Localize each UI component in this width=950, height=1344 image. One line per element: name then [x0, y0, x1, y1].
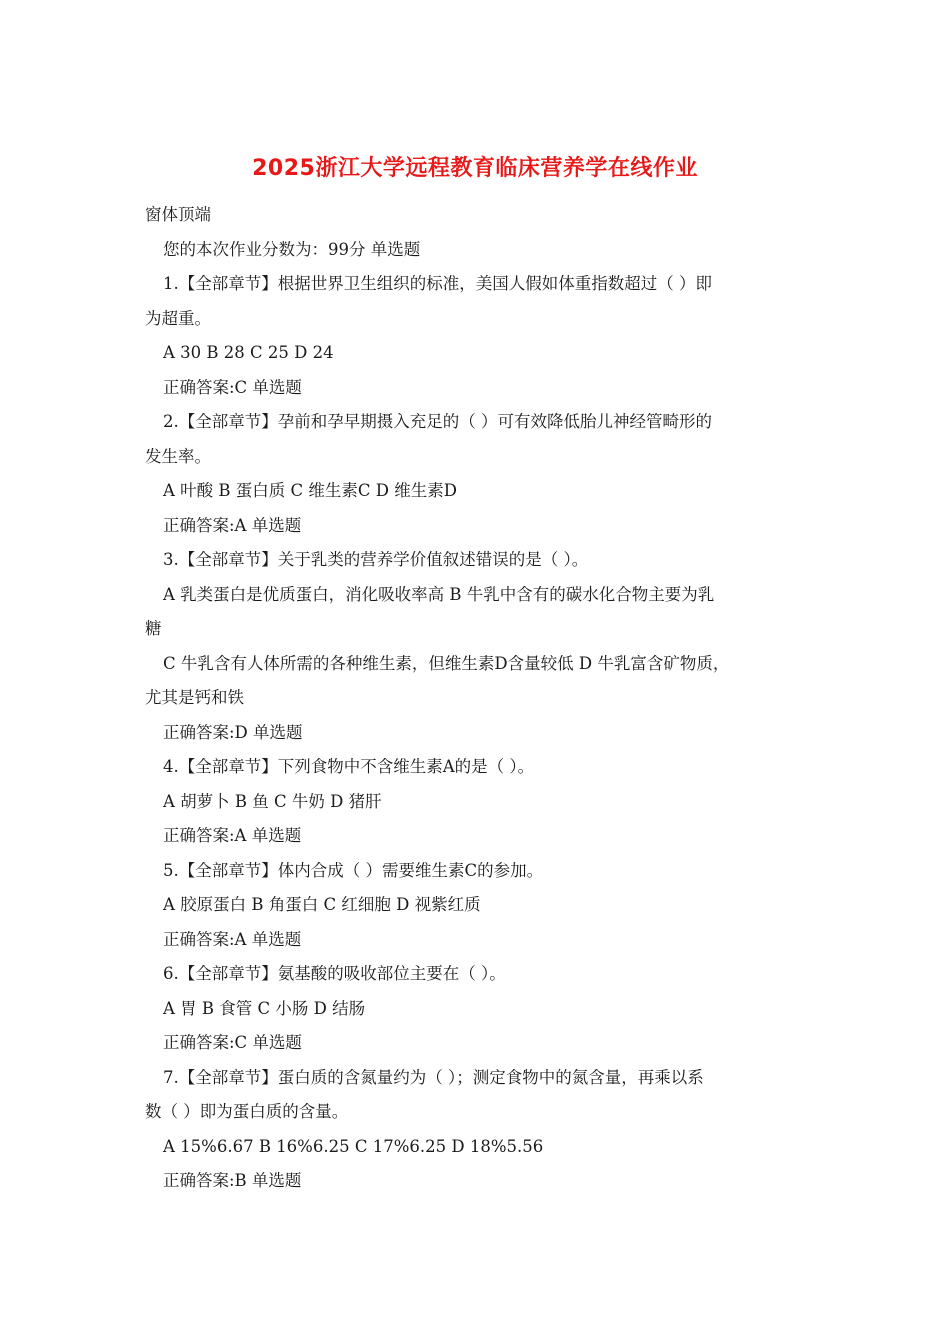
question-block — [145, 405, 817, 543]
question-answer: 正确答案:D 单选题 — [163, 722, 303, 742]
document-body — [145, 198, 817, 1199]
question-answer: 正确答案:C 单选题 — [163, 377, 302, 397]
question-answer: 正确答案:A 单选题 — [163, 515, 302, 535]
question-text: 3.【全部章节】关于乳类的营养学价值叙述错误的是（ ）。 — [163, 550, 589, 569]
question-options-continued: 糖 — [145, 619, 162, 638]
question-options: A 30 B 28 C 25 D 24 — [163, 343, 334, 362]
question-options: A 胶原蛋白 B 角蛋白 C 红细胞 D 视紫红质 — [163, 895, 481, 914]
question-text-continued: 为超重。 — [145, 308, 211, 328]
question-options: C 牛乳含有人体所需的各种维生素，但维生素D含量较低 D 牛乳富含矿物质， — [163, 653, 730, 673]
question-text: 7.【全部章节】蛋白质的含氮量约为（ ）；测定食物中的氮含量，再乘以系 — [163, 1067, 704, 1087]
question-block — [145, 750, 817, 854]
question-text: 1.【全部章节】根据世界卫生组织的标准，美国人假如体重指数超过（ ）即 — [163, 274, 712, 293]
question-answer: 正确答案:A 单选题 — [163, 929, 302, 949]
question-options: A 乳类蛋白是优质蛋白，消化吸收率高 B 牛乳中含有的碳水化合物主要为乳 — [163, 584, 715, 604]
question-answer: 正确答案:C 单选题 — [163, 1033, 302, 1052]
question-block — [145, 267, 817, 405]
question-text: 4.【全部章节】下列食物中不含维生素A的是（ ）。 — [163, 757, 535, 776]
question-text: 2.【全部章节】孕前和孕早期摄入充足的（ ）可有效降低胎儿神经管畸形的 — [163, 412, 712, 431]
question-options: A 胃 B 食管 C 小肠 D 结肠 — [163, 998, 366, 1018]
question-options: A 15%6.67 B 16%6.25 C 17%6.25 D 18%5.56 — [163, 1136, 544, 1156]
question-block — [145, 957, 817, 1061]
question-options-continued: 尤其是钙和铁 — [145, 688, 244, 707]
question-text: 5.【全部章节】体内合成（ ）需要维生素C的参加。 — [163, 860, 544, 880]
question-text-continued: 发生率。 — [145, 446, 211, 466]
question-options: A 胡萝卜 B 鱼 C 牛奶 D 猪肝 — [163, 791, 382, 811]
question-answer: 正确答案:B 单选题 — [163, 1171, 302, 1190]
question-text-continued: 数（ ）即为蛋白质的含量。 — [145, 1102, 349, 1121]
question-block — [145, 543, 817, 750]
question-block — [145, 1061, 817, 1199]
question-options: A 叶酸 B 蛋白质 C 维生素C D 维生素D — [163, 481, 457, 500]
score-line: 您的本次作业分数为：99分 单选题 — [163, 239, 421, 259]
question-answer: 正确答案:A 单选题 — [163, 826, 302, 845]
page-title: 2025浙江大学远程教育临床营养学在线作业 — [252, 156, 698, 181]
header-label: 窗体顶端 — [145, 205, 211, 224]
question-text: 6.【全部章节】氨基酸的吸收部位主要在（ ）。 — [163, 964, 506, 983]
question-block — [145, 854, 817, 958]
